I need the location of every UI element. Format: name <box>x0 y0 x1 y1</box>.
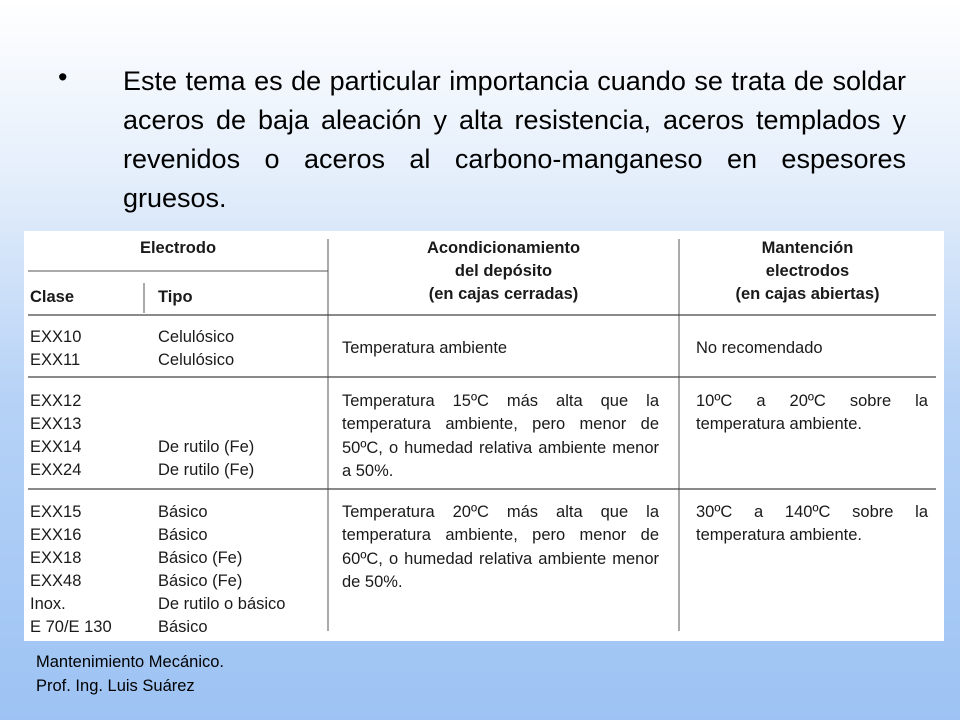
tipo-cell: Celulósico <box>158 328 235 346</box>
tipo-cell: De rutilo o básico <box>158 595 286 613</box>
tipo-cell: De rutilo (Fe) <box>158 461 255 479</box>
tipo-cell: Celulósico <box>158 351 235 369</box>
footer-course: Mantenimiento Mecánico. <box>36 653 225 671</box>
header-acond-line1: Acondicionamiento <box>426 239 581 257</box>
clase-cell: EXX48 <box>30 572 82 590</box>
mantencion-cell: 30ºC a 140ºC sobre la temperatura ambiente. <box>696 503 928 545</box>
bullet-marker: • <box>58 62 68 92</box>
clase-cell: EXX24 <box>30 461 82 479</box>
acondicionamiento-cell: Temperatura 15ºC más alta que la temperatura ambiente, pero menor de 50ºC, o humedad relativa ambiente menor a 50%. <box>342 392 659 481</box>
header-acond-line3: (en cajas cerradas) <box>428 285 579 303</box>
footer <box>36 650 224 698</box>
header-mant-line2: electrodos <box>765 262 850 280</box>
header-mant-line3: (en cajas abiertas) <box>735 285 880 303</box>
clase-cell: EXX18 <box>30 549 82 567</box>
electrode-table <box>24 231 944 641</box>
clase-cell: EXX11 <box>30 351 81 369</box>
header-tipo: Tipo <box>158 288 193 306</box>
header-electrodo: Electrodo <box>139 239 217 257</box>
tipo-cell: De rutilo (Fe) <box>158 438 255 456</box>
tipo-cell: Básico <box>158 526 208 544</box>
tipo-cell: Básico <box>158 503 208 521</box>
mantencion-cell: 10ºC a 20ºC sobre la temperatura ambiente. <box>696 392 928 434</box>
tipo-cell: Básico (Fe) <box>158 572 243 590</box>
clase-cell: EXX15 <box>30 503 82 521</box>
header-acond-line2: del depósito <box>454 262 553 280</box>
clase-cell: EXX13 <box>30 415 82 433</box>
acondicionamiento-cell: Temperatura ambiente <box>342 339 508 357</box>
bullet-text: Este tema es de particular importancia cuando se trata de soldar aceros de baja aleación y alta resistencia, aceros templados y revenidos o aceros al carbono-manganeso en espesores gruesos. <box>123 66 906 213</box>
bullet-paragraph <box>58 62 906 218</box>
tipo-cell: Básico (Fe) <box>158 549 243 567</box>
clase-cell: EXX10 <box>30 328 82 346</box>
acondicionamiento-cell: Temperatura 20ºC más alta que la temperatura ambiente, pero menor de 60ºC, o humedad relativa ambiente menor de 50%. <box>342 503 659 592</box>
clase-cell: EXX16 <box>30 526 82 544</box>
header-clase: Clase <box>30 288 75 306</box>
tipo-cell: Básico <box>158 618 208 636</box>
clase-cell: EXX12 <box>30 392 82 410</box>
header-mant-line1: Mantención <box>761 239 854 257</box>
mantencion-cell: No recomendado <box>696 339 823 357</box>
clase-cell: E 70/E 130 <box>30 618 112 636</box>
clase-cell: EXX14 <box>30 438 82 456</box>
clase-cell: Inox. <box>30 595 66 613</box>
footer-author: Prof. Ing. Luis Suárez <box>36 677 195 695</box>
